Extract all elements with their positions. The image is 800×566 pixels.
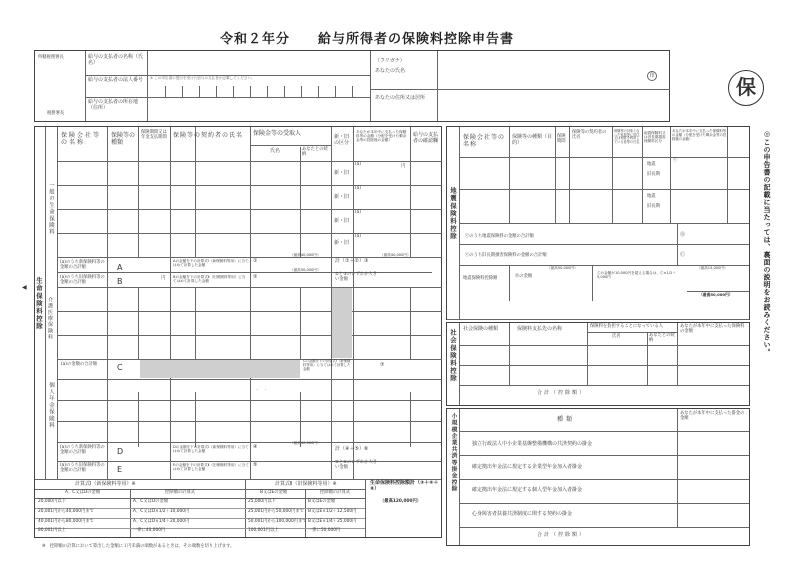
- eq-formula-b: Ⓑの金額: [515, 274, 533, 279]
- calc2-col-formula: 控除額の計算式: [320, 490, 351, 495]
- form-title: 令和２年分 給与所得者の保険料控除申告書: [220, 32, 515, 47]
- smallbiz-col-amount: あなたが本年中に支払った掛金の金額: [680, 411, 745, 421]
- box-c: C: [117, 363, 123, 372]
- employer-number-label: 給与の支払者の法人番号: [88, 77, 144, 83]
- life-total-label: 生命保険料控除額計（③＋⑥＋⑧）: [370, 480, 439, 492]
- sum-old-general: (a)のうち旧保険料等の金額の合計額: [60, 275, 105, 285]
- num-2: ②: [253, 274, 258, 280]
- calc1-row2-a: 20,001円から40,000円まで: [38, 509, 94, 514]
- calc-table-2-title: 計算式Ⅱ（旧保険料等用）※: [275, 481, 337, 487]
- left-arrow-icon: ◀: [22, 284, 27, 291]
- col-relation: あなたとの続柄: [302, 147, 328, 157]
- col-recipient: 保険金等の受取人: [253, 130, 302, 137]
- mark-a-2: (a): [355, 186, 361, 191]
- general-life-label: 一般の生命保険料: [48, 182, 54, 236]
- eq-col-type: 保険等の種類（目的）: [512, 134, 553, 146]
- social-col-payee: 保険料支払先の名称: [517, 326, 563, 332]
- life-section-label: 生命保険料控除: [35, 277, 43, 331]
- employer-address-label: 給与の支払者の所在地（住所）: [88, 99, 139, 111]
- social-col-type: 社会保険の種類: [463, 326, 499, 332]
- social-col-amount: あなたが本年中に支払った保険料の金額: [680, 324, 745, 334]
- small-business-block: [446, 408, 750, 546]
- eq-box-b: Ⓑ: [680, 232, 686, 238]
- smallbiz-col-kind: 種類: [557, 416, 576, 423]
- eq-col-insured: 保険等の対象となった家屋等に居住又は家財を利用している者等の氏名: [614, 129, 640, 145]
- eq-box-c: Ⓒ: [680, 252, 686, 258]
- calc1-col-amount: A、C又はDの金額: [65, 490, 101, 495]
- tax-office-suffix: 税務署長: [47, 111, 65, 116]
- sum-care: (a)の金額の合計額: [61, 362, 98, 367]
- calc2-row3-a: 50,001円から100,000円まで: [248, 519, 307, 524]
- calc1-row3-a: 40,001円から80,000円まで: [38, 519, 94, 524]
- calc1-row2-b: A、C又はD×1/2＋10,000円: [133, 509, 190, 514]
- max50-b: （最高50,000円）: [290, 268, 321, 272]
- calc2-row2-a: 25,001円から50,000円まで: [248, 509, 304, 514]
- eq-col-contractor: 保険等の契約者の氏名: [572, 130, 607, 140]
- social-col-relation: あなたとの続柄: [649, 333, 675, 343]
- col-recipient-name: 氏名: [270, 148, 281, 154]
- mark-a-4: (a): [355, 234, 361, 239]
- social-col-name: 氏名: [612, 334, 621, 339]
- calc2-row2-b: B又はE×1/2＋12,500円: [308, 509, 357, 514]
- side-instruction-note: ◎この申告書の記載に当たっては、裏面の説明をお読みください。: [763, 130, 771, 356]
- form-type-mark: 保: [728, 70, 764, 106]
- calc-note-2: Bの金額を下の計算式Ⅱ（旧保険料等用）に当てはめて計算した金額: [173, 275, 246, 284]
- max40-a: （最高40,000円）: [290, 253, 321, 257]
- life-insurance-block: [34, 126, 442, 538]
- eq-mark-c-1: ⓒ: [673, 158, 678, 163]
- mark-a-1: (a): [355, 162, 361, 167]
- col-type: 保険等の種類: [111, 132, 136, 146]
- your-name-label: あなたの氏名: [375, 68, 406, 74]
- eq-max-50-total: （最高50,000円）: [699, 292, 733, 297]
- eq-sum-old: ⓒのうち旧長期損害保険料の金額の合計額: [465, 253, 547, 258]
- col-amount: あなたが本年中に支払った保険料等の金額（分配を受けた剰余金等の控除後の金額）: [356, 130, 407, 143]
- social-section-label: 社会保険料控除: [449, 329, 457, 383]
- employer-number-note: ※ この申告書の提出を受けた給与の支払者が記載してください。: [150, 76, 255, 80]
- calc2-row3-b: B又はE×1/4＋25,000円: [308, 519, 357, 524]
- mark-a-3: (a): [355, 210, 361, 215]
- smallbiz-item-1: 独立行政法人中小企業基盤整備機構の共済契約の掛金: [472, 441, 593, 447]
- eq-formula-label: 地震保険料控除額: [463, 276, 498, 281]
- sum-4-5: 計（④＋⑤）⑥: [335, 446, 369, 452]
- box-d: D: [117, 447, 124, 456]
- num-7: ⑦: [380, 362, 385, 368]
- eq-quake-1[interactable]: 地震: [647, 162, 656, 167]
- col-company: 保険会社等の名称: [61, 132, 102, 146]
- calc1-col-formula: 控除額の計算式: [165, 490, 196, 495]
- eq-old-1[interactable]: 旧長期: [647, 172, 660, 177]
- sum-old-pension: (a)のうち旧保険料等の金額の合計額: [60, 463, 105, 473]
- earthquake-section-label: 地震保険料控除: [449, 187, 457, 241]
- calc2-row4-a: 100,001円以上: [248, 528, 279, 533]
- box-e: E: [117, 465, 123, 474]
- smallbiz-total: 合計（控除額）: [537, 532, 587, 538]
- sum-new-pension: (a)のうち新保険料等の金額の合計額: [60, 445, 105, 455]
- smallbiz-section-label: 小規模企業共済等掛金控除: [450, 413, 456, 493]
- eq-quake-2[interactable]: 地震: [647, 194, 656, 199]
- calc2-row4-b: 一律に50,000円: [308, 528, 341, 533]
- newold-3[interactable]: 新・旧: [334, 218, 350, 224]
- header-block: [34, 50, 670, 122]
- period-dash: ・ ・: [255, 388, 268, 393]
- col-contractor: 保険等の契約者の氏名: [173, 132, 244, 139]
- eq-col-period: 保険期間: [557, 134, 566, 144]
- col-period: 保険期間又は年金支払期間: [141, 130, 167, 140]
- smallbiz-item-4: 心身障害者扶養共済制度に関する契約の掛金: [472, 511, 573, 517]
- social-col-payer: 保険料を負担することになっている人: [590, 324, 664, 329]
- life-total-max: （最高120,000円）: [380, 499, 422, 504]
- newold-1[interactable]: 新・旧: [334, 170, 350, 176]
- num-1: ①: [253, 258, 258, 264]
- eq-old-2[interactable]: 旧長期: [647, 204, 660, 209]
- employer-name-label: 給与の支払者の名称（氏名）: [88, 54, 144, 66]
- calc-note-3: Cの金額を下の計算式Ⅰ（新保険料等用）に当てはめて計算した金額: [303, 359, 351, 371]
- box-b: B: [117, 277, 123, 286]
- calc1-row1-b: A、C又はDの金額: [133, 499, 169, 504]
- calc2-row1-a: 25,000円以下: [248, 499, 276, 504]
- calc-note-4: Dの金額を下の計算式Ⅰ（新保険料等用）に当てはめて計算した金額: [173, 445, 249, 454]
- calc-footnote: ※ 控除額の計算において算出した金額に１円未満の端数があるときは、その端数を切り上げます。: [42, 544, 235, 549]
- calc1-row4-b: 一律に40,000円: [133, 528, 166, 533]
- sum-new-general: (a)のうち新保険料等の金額の合計額: [60, 260, 105, 270]
- eq-col-company: 保険会社等の名称: [463, 134, 506, 148]
- calc-table-1-title: 計算式Ⅰ（新保険料等用）※: [75, 481, 136, 487]
- your-address-label: あなたの住所又は居所: [375, 95, 426, 101]
- seal-mark: 印: [647, 71, 657, 81]
- employer-number-cells[interactable]: [148, 84, 370, 97]
- calc-note-5: Eの金額を下の計算式Ⅱ（旧保険料等用）に当てはめて計算した金額: [173, 463, 249, 472]
- earthquake-block: [446, 126, 750, 320]
- calc1-row1-a: 20,000円以下: [38, 499, 66, 504]
- furigana-label: （フリガナ）: [375, 58, 405, 64]
- calc1-row4-a: 80,001円以上: [38, 528, 66, 533]
- eq-sum-quake: ⓒのうち地震保険料の金額の合計額: [465, 234, 534, 239]
- col-newold: 新・旧の区分: [334, 134, 350, 146]
- social-insurance-block: [446, 322, 750, 406]
- pick-1: ②と③のいずれか大きい金額: [335, 272, 378, 282]
- max40-sum: （最高40,000円）: [380, 253, 411, 257]
- newold-4[interactable]: 新・旧: [334, 240, 350, 246]
- care-label: 介護医療保険料: [47, 297, 53, 341]
- eq-formula-c: Ⓒの金額が10,000円を超える場合は、Ⓒ×1/2＋5,000円: [597, 271, 676, 280]
- smallbiz-item-3: 確定拠出年金法に規定する個人型年金加入者掛金: [472, 487, 583, 493]
- box-a: A: [117, 263, 123, 272]
- yen-1: 円: [401, 164, 406, 169]
- social-total: 合計（控除額）: [537, 390, 587, 396]
- calc1-row3-b: A、C又はD×1/4＋20,000円: [133, 519, 190, 524]
- eq-max-15: （最高15,000円）: [697, 266, 728, 270]
- calc2-row1-b: B又はEの金額: [308, 499, 336, 504]
- calc2-col-amount: B又はEの金額: [260, 490, 288, 495]
- calc-note-1: Aの金額を下の計算式Ⅰ（新保険料等用）に当てはめて計算した金額: [173, 259, 249, 268]
- yen-a: 円: [161, 276, 166, 281]
- sum-1-2: 計（①＋②）③: [335, 258, 369, 264]
- pension-label: 個人年金保険料: [48, 382, 54, 429]
- newold-2[interactable]: 新・旧: [334, 194, 350, 200]
- smallbiz-item-2: 確定拠出年金法に規定する企業型年金加入者掛金: [472, 464, 583, 470]
- eq-col-amount: あなたが本年中に支払った保険料等の金額（分配を受けた剰余金等の控除後の金額）: [672, 129, 727, 141]
- eq-max-50: （最高50,000円）: [547, 266, 578, 270]
- office-label: 所轄税務署長: [38, 55, 64, 60]
- num-5: ⑤: [253, 462, 258, 468]
- pick-2: ⑤と⑥のいずれか大きい金額: [335, 460, 378, 470]
- eq-col-kind: 地震保険料又は旧長期損害保険料区分: [644, 131, 666, 144]
- num-4: ④: [253, 444, 258, 450]
- col-payer-note: 給与の支払者の確認欄: [413, 132, 439, 144]
- max40-d: （最高40,000円）: [290, 441, 321, 445]
